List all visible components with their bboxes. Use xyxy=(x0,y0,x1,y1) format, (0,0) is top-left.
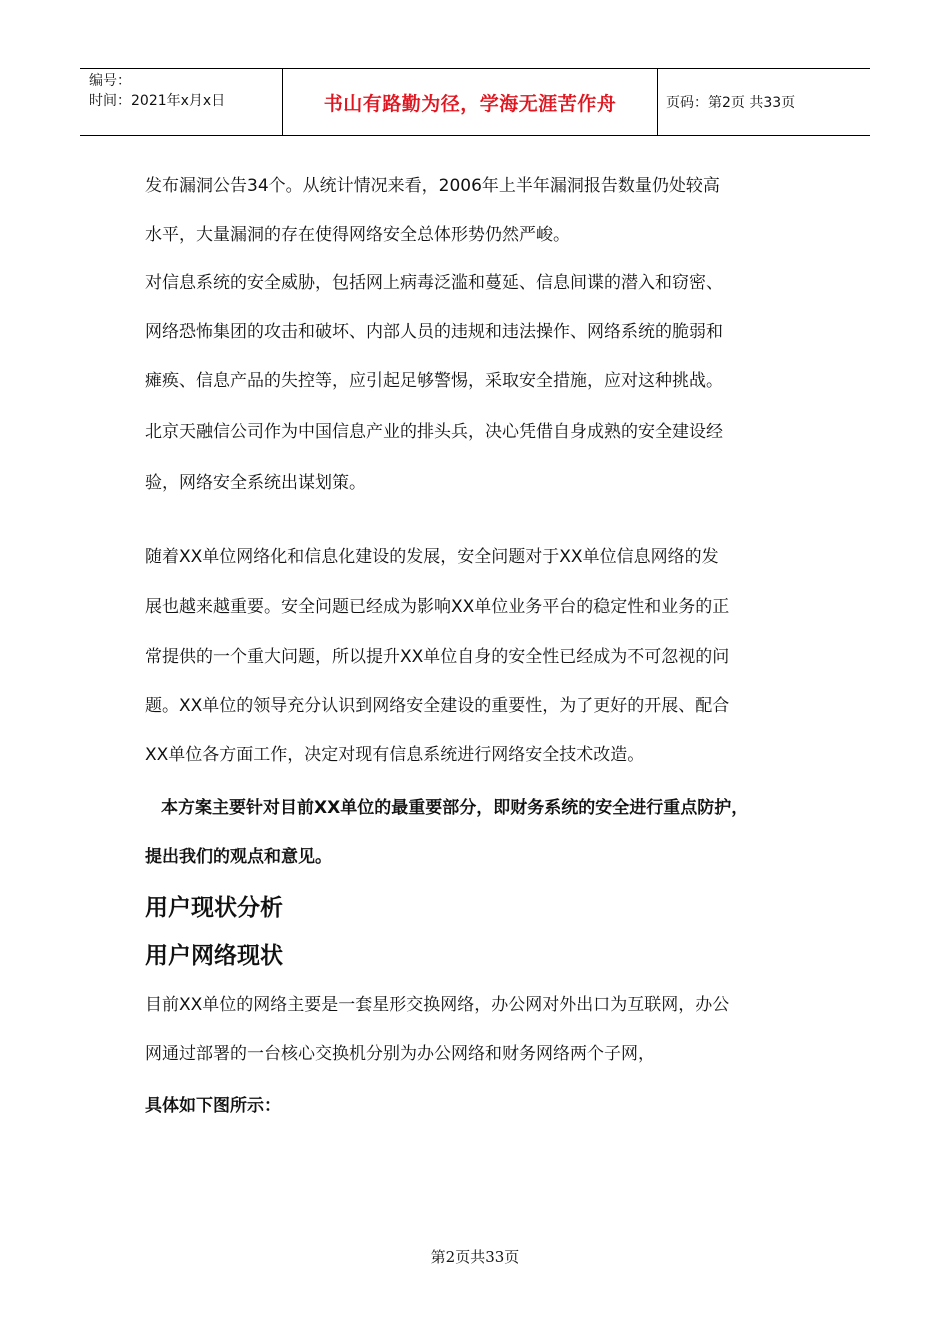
header-meta xyxy=(80,69,282,135)
body-line: 目前XX单位的网络主要是一套星形交换网络，办公网对外出口为互联网，办公 xyxy=(145,995,730,1015)
time-label: 时间：2021年x月x日 xyxy=(89,93,226,109)
number-label: 编号： xyxy=(89,73,131,89)
body-line: 水平，大量漏洞的存在使得网络安全总体形势仍然严峻。 xyxy=(145,225,570,245)
body-line: 展也越来越重要。安全问题已经成为影响XX单位业务平台的稳定性和业务的正 xyxy=(145,597,730,617)
body-line: 瘫痪、信息产品的失控等，应引起足够警惕，采取安全措施，应对这种挑战。 xyxy=(145,371,723,391)
body-line: 题。XX单位的领导充分认识到网络安全建设的重要性，为了更好的开展、配合 xyxy=(145,696,730,716)
page-header xyxy=(80,68,870,136)
page-footer: 第2页共33页 xyxy=(430,1248,520,1266)
body-line-bold: 本方案主要针对目前XX单位的最重要部分，即财务系统的安全进行重点防护， xyxy=(161,798,749,818)
body-line: 网络恐怖集团的攻击和破坏、内部人员的违规和违法操作、网络系统的脆弱和 xyxy=(145,322,723,342)
body-line: 验，网络安全系统出谋划策。 xyxy=(145,473,366,493)
body-line: 随着XX单位网络化和信息化建设的发展，安全问题对于XX单位信息网络的发 xyxy=(145,547,719,567)
body-line: 发布漏洞公告34个。从统计情况来看，2006年上半年漏洞报告数量仍处较高 xyxy=(145,176,720,196)
header-motto: 书山有路勤为径，学海无涯苦作舟 xyxy=(282,69,658,135)
figure-caption: 具体如下图所示： xyxy=(145,1096,281,1116)
body-line-bold: 提出我们的观点和意见。 xyxy=(145,847,332,867)
header-page-info: 页码：第2页 共33页 xyxy=(666,95,796,111)
section-heading: 用户现状分析 xyxy=(145,895,283,921)
body-line: 北京天融信公司作为中国信息产业的排头兵，决心凭借自身成熟的安全建设经 xyxy=(145,422,723,442)
body-line: XX单位各方面工作，决定对现有信息系统进行网络安全技术改造。 xyxy=(145,745,645,765)
subsection-heading: 用户网络现状 xyxy=(145,943,283,969)
body-line: 网通过部署的一台核心交换机分别为办公网络和财务网络两个子网， xyxy=(145,1044,655,1064)
body-line: 常提供的一个重大问题，所以提升XX单位自身的安全性已经成为不可忽视的问 xyxy=(145,647,730,667)
body-line: 对信息系统的安全威胁，包括网上病毒泛滥和蔓延、信息间谍的潜入和窃密、 xyxy=(145,273,723,293)
